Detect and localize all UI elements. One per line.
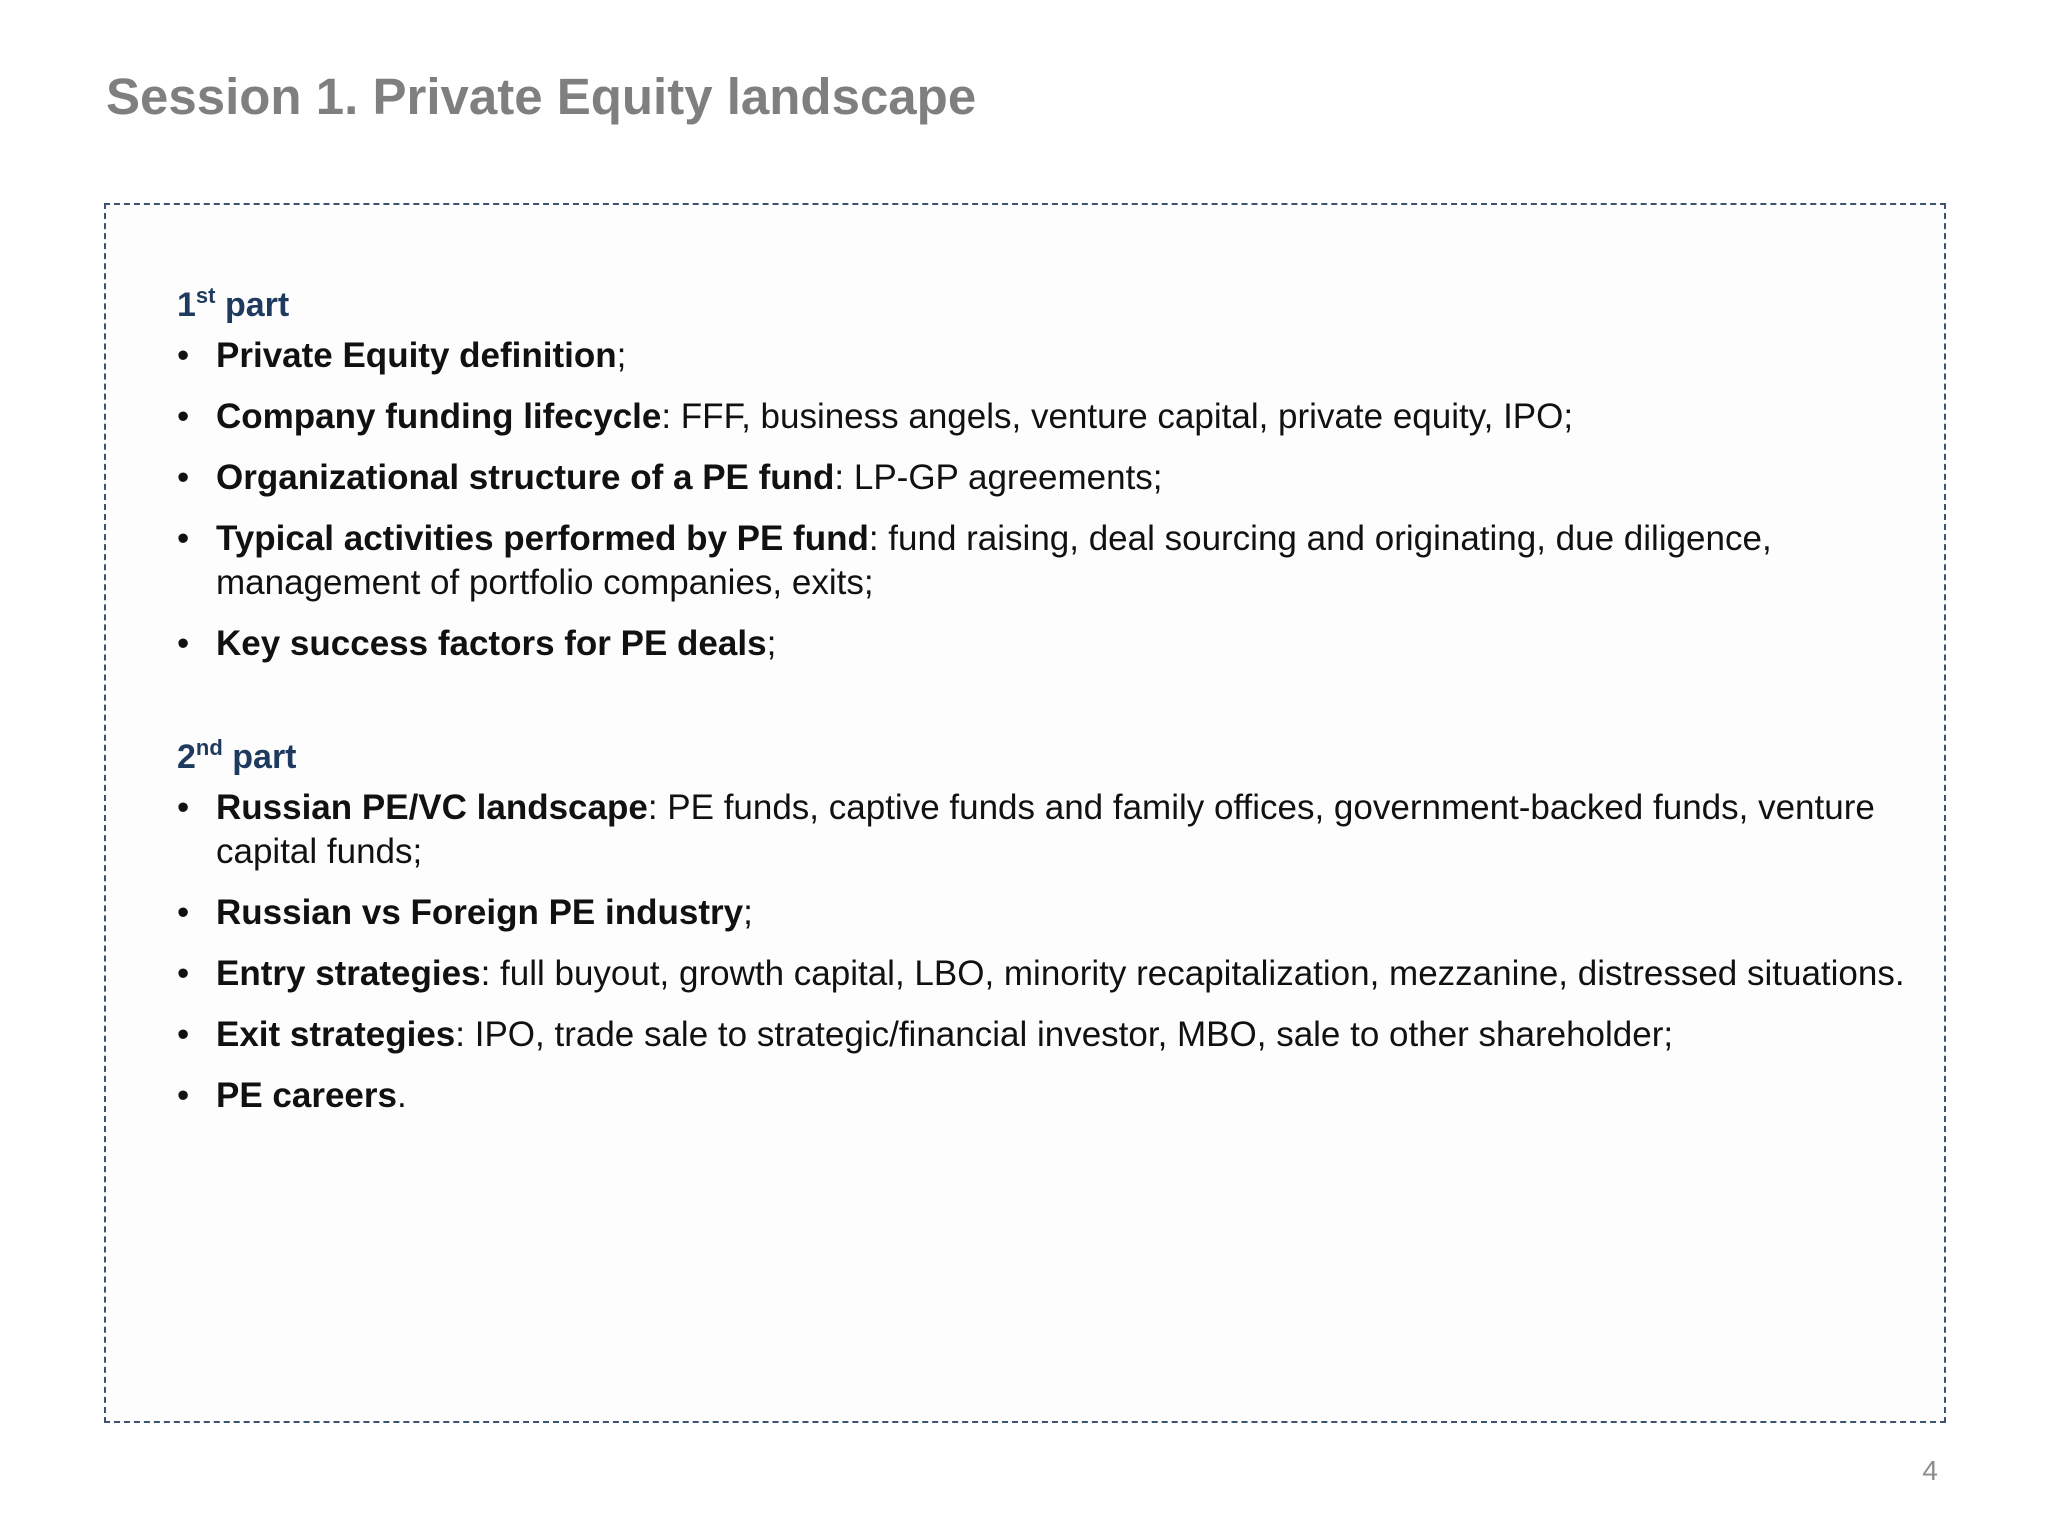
part-2-topic [177, 1074, 1907, 1118]
part-1-topic [177, 456, 1907, 500]
topic-detail: : PE funds, captive funds and family offices, government-backed funds, venture capital funds; [216, 788, 1875, 871]
part-2-topic [177, 786, 1907, 874]
part-1-topic [177, 622, 1907, 666]
part-1-label: part [224, 286, 290, 324]
part-1-topic [177, 395, 1907, 439]
page-number: 4 [1922, 1455, 1938, 1486]
part-2-label: part [232, 738, 297, 776]
part-2-topic [177, 1013, 1907, 1057]
part-2-topic-list [177, 786, 1907, 1135]
topic-detail: : fund raising, deal sourcing and originating, due diligence, management of portfolio companies, exits; [216, 519, 1772, 602]
part-2-topic [177, 952, 1907, 996]
part-2-ordinal-suffix: nd [195, 735, 223, 760]
topic-detail: : FFF, business angels, venture capital, private equity, IPO; [661, 397, 1574, 436]
slide-title: Session 1. Private Equity landscape [106, 68, 977, 125]
part-1-ordinal: 1 [177, 286, 196, 324]
part-1-topic [177, 334, 1907, 378]
topic-title: Company funding lifecycle [216, 397, 662, 436]
topic-title: Entry strategies [216, 954, 481, 993]
topic-detail: : full buyout, growth capital, LBO, minority recapitalization, mezzanine, distressed situations. [480, 954, 1905, 993]
topic-title: Private Equity definition [216, 336, 617, 375]
part-1-topic-list [177, 334, 1907, 683]
topic-title: Russian vs Foreign PE industry [216, 893, 744, 932]
topic-title: Typical activities performed by PE fund [216, 519, 869, 558]
part-2-heading [177, 737, 297, 778]
part-1-ordinal-suffix: st [195, 283, 216, 308]
topic-detail: : IPO, trade sale to strategic/financial investor, MBO, sale to other shareholder; [455, 1015, 1674, 1054]
part-2-topic [177, 891, 1907, 935]
part-1-heading [177, 285, 289, 326]
topic-detail: ; [743, 893, 753, 932]
topic-title: PE careers [216, 1076, 397, 1115]
part-2-ordinal: 2 [177, 738, 196, 776]
topic-detail: ; [766, 624, 777, 663]
part-1-topic [177, 517, 1907, 605]
topic-detail: ; [616, 336, 627, 375]
agenda-content-box [104, 203, 1946, 1423]
topic-detail: . [396, 1076, 407, 1115]
topic-title: Russian PE/VC landscape [216, 788, 648, 827]
topic-title: Exit strategies [216, 1015, 456, 1054]
topic-title: Organizational structure of a PE fund [216, 458, 835, 497]
topic-detail: : LP-GP agreements; [834, 458, 1163, 497]
topic-title: Key success factors for PE deals [216, 624, 767, 663]
